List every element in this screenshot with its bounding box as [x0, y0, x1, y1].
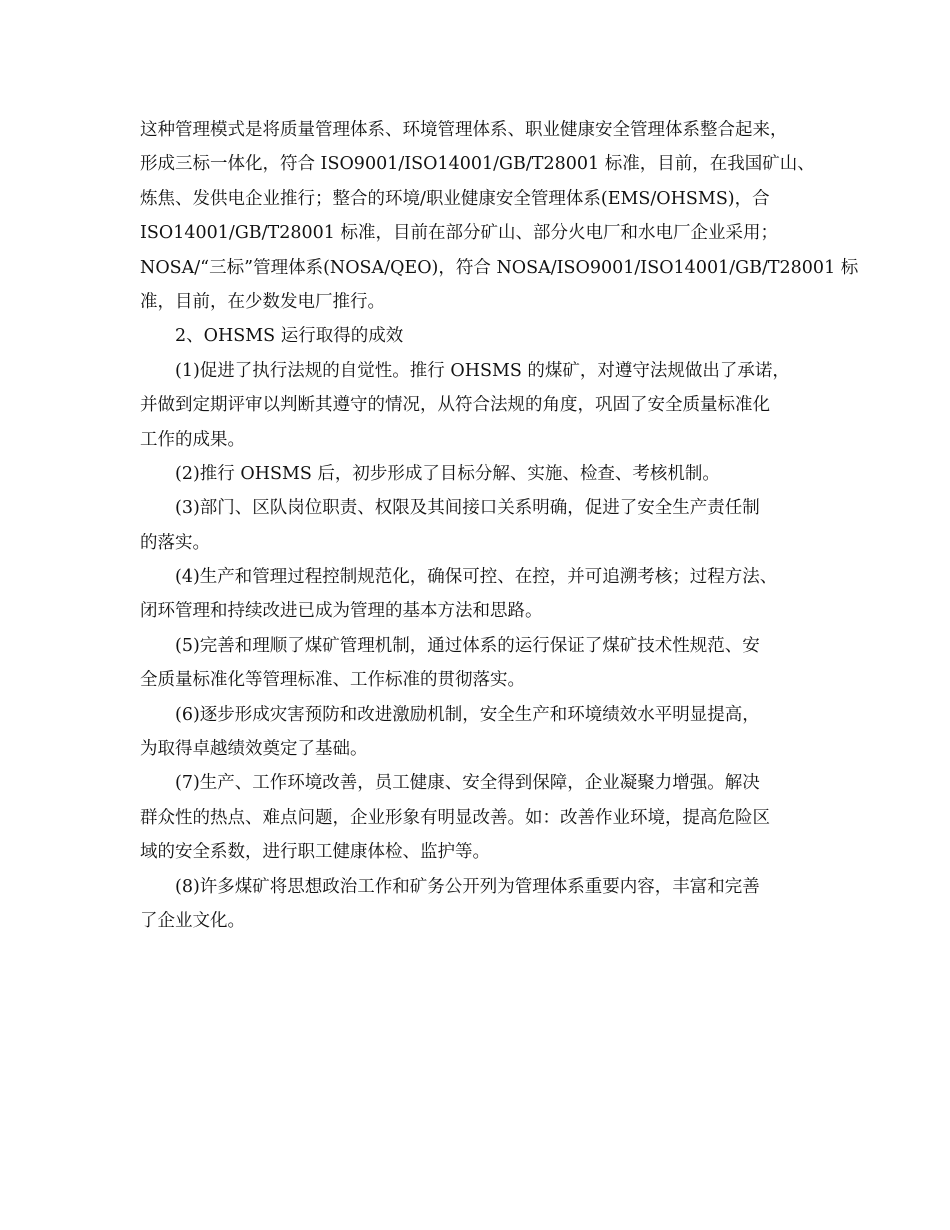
text-line: 炼焦、发供电企业推行；整合的环境/职业健康安全管理体系(EMS/OHSMS)，合 [140, 188, 770, 209]
text-line: (4)生产和管理过程控制规范化，确保可控、在控，并可追溯考核；过程方法、 [175, 567, 778, 588]
text-line: (2)推行 OHSMS 后，初步形成了目标分解、实施、检查、考核机制。 [175, 463, 720, 484]
text-line: ISO14001/GB/T28001 标准，目前在部分矿山、部分火电厂和水电厂企业采用； [140, 223, 778, 244]
text-line: 工作的成果。 [140, 429, 245, 450]
text-line: 闭环管理和持续改进已成为管理的基本方法和思路。 [140, 601, 543, 622]
text-line: (3)部门、区队岗位职责、权限及其间接口关系明确，促进了安全生产责任制 [175, 498, 760, 519]
section-heading: 2、OHSMS 运行取得的成效 [175, 326, 404, 347]
text-line: (7)生产、工作环境改善，员工健康、安全得到保障，企业凝聚力增强。解决 [175, 773, 760, 794]
text-line: (5)完善和理顺了煤矿管理机制，通过体系的运行保证了煤矿技术性规范、安 [175, 635, 760, 656]
text-line: 了企业文化。 [140, 910, 245, 931]
text-line: (6)逐步形成灾害预防和改进激励机制，安全生产和环境绩效水平明显提高， [175, 704, 760, 725]
text-line: 并做到定期评审以判断其遵守的情况，从符合法规的角度，巩固了安全质量标准化 [140, 395, 770, 416]
text-line: NOSA/“三标”管理体系(NOSA/QEO)，符合 NOSA/ISO9001/ISO14001/GB/T28001 标 [140, 257, 859, 278]
text-line: (8)许多煤矿将思想政治工作和矿务公开列为管理体系重要内容，丰富和完善 [175, 876, 760, 897]
text-line: 全质量标准化等管理标准、工作标准的贯彻落实。 [140, 670, 525, 691]
text-line: 域的安全系数，进行职工健康体检、监护等。 [140, 842, 490, 863]
text-line: 群众性的热点、难点问题，企业形象有明显改善。如：改善作业环境，提高危险区 [140, 807, 770, 828]
text-line: 准，目前，在少数发电厂推行。 [140, 291, 385, 312]
text-line: 这种管理模式是将质量管理体系、环境管理体系、职业健康安全管理体系整合起来， [140, 120, 788, 140]
text-line: 为取得卓越绩效奠定了基础。 [140, 739, 368, 760]
document-body [140, 113, 859, 938]
text-line: 的落实。 [140, 532, 210, 553]
text-line: (1)促进了执行法规的自觉性。推行 OHSMS 的煤矿，对遵守法规做出了承诺， [175, 360, 790, 381]
text-line: 形成三标一体化，符合 ISO9001/ISO14001/GB/T28001 标准，目前，在我国矿山、 [140, 154, 815, 175]
